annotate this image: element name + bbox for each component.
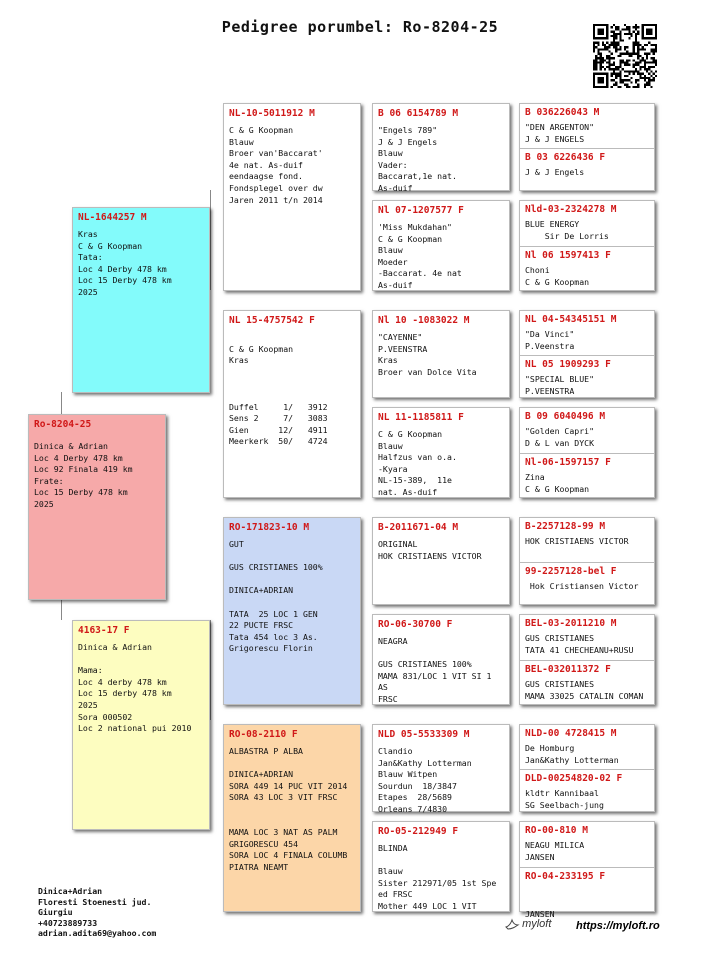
pigeon-gen3-4[interactable] <box>372 407 510 498</box>
pigeon-details: Choni C & G Koopman <box>525 265 590 287</box>
ring-number: Nl 06 1597413 F <box>525 250 611 261</box>
pigeon-details: NEAGU MILICA JANSEN <box>525 840 585 862</box>
ring-number: NL-10-5011912 M <box>229 108 315 119</box>
pigeon-gen4-group-3 <box>519 310 655 398</box>
pigeon-gen2-1[interactable] <box>223 103 361 291</box>
pigeon-details: Hok Cristiansen Victor <box>525 581 639 591</box>
pigeon-gen4-group-5 <box>519 517 655 605</box>
connector-line <box>210 190 211 290</box>
pigeon-gen4-8[interactable] <box>520 453 654 499</box>
pigeon-details: HOK CRISTIAENS VICTOR <box>525 536 629 546</box>
ring-number: Nld-03-2324278 M <box>525 204 617 215</box>
pigeon-details: "Engels 789" J & J Engels Blauw Vader: Baccarat,1e nat. As-duif <box>378 125 457 193</box>
pigeon-gen3-6[interactable] <box>372 614 510 705</box>
pigeon-gen3-3[interactable] <box>372 310 510 398</box>
ring-number: NL 05 1909293 F <box>525 359 611 370</box>
ring-number: BEL-032011372 F <box>525 664 611 675</box>
pigeon-details: Zina C & G Koopman <box>525 472 590 494</box>
pigeon-details: J & J Engels <box>525 167 585 177</box>
connector-line <box>61 392 62 414</box>
pigeon-details: ORIGINAL HOK CRISTIAENS VICTOR <box>378 539 482 561</box>
pigeon-gen3-1[interactable] <box>372 103 510 191</box>
pigeon-gen4-2[interactable] <box>520 148 654 192</box>
pigeon-gen4-11[interactable] <box>520 615 654 660</box>
ring-number: B-2257128-99 M <box>525 521 606 532</box>
pigeon-details: GUT GUS CRISTIANES 100% DINICA+ADRIAN TATA 25 LOC 1 GEN 22 PUCTE FRSC Tata 454 loc 3 As. Grigorescu Florin <box>229 539 323 654</box>
pigeon-details: Kras C & G Koopman Tata: Loc 4 Derby 478 km Loc 15 Derby 478 km 2025 <box>78 229 172 297</box>
ring-number: Nl 10 -1083022 M <box>378 315 470 326</box>
ring-number: B 09 6040496 M <box>525 411 606 422</box>
pigeon-gen3-5[interactable] <box>372 517 510 605</box>
pigeon-subject[interactable] <box>28 414 166 600</box>
pigeon-details: "SPECIAL BLUE" P.VEENSTRA <box>525 374 595 396</box>
pigeon-details: NEAGRA GUS CRISTIANES 100% MAMA 831/LOC 1 VIT SI 1 AS FRSC <box>378 636 492 704</box>
ring-number: B 03 6226436 F <box>525 152 606 163</box>
pigeon-gen4-3[interactable] <box>520 201 654 246</box>
pigeon-details: 'Miss Mukdahan" C & G Koopman Blauw Moeder -Baccarat. 4e nat As-duif <box>378 222 462 290</box>
ring-number: NLD 05-5533309 M <box>378 729 470 740</box>
pigeon-gen4-5[interactable] <box>520 311 654 355</box>
dove-icon <box>505 918 519 930</box>
website-link[interactable]: https://myloft.ro <box>576 920 660 932</box>
pigeon-gen4-group-7 <box>519 724 655 812</box>
ring-number: DLD-00254820-02 F <box>525 773 623 784</box>
pigeon-gen2-2[interactable] <box>223 310 361 498</box>
pigeon-details: Dinica & Adrian Mama: Loc 4 derby 478 km Loc 15 derby 478 km 2025 Sora 000502 Loc 2 national pui 2010 <box>78 642 192 734</box>
pigeon-details: GUS CRISTIANES MAMA 33025 CATALIN COMAN <box>525 679 644 701</box>
pigeon-details: C & G Koopman Blauw Halfzus van o.a. -Kyara NL-15-389, 11e nat. As-duif <box>378 429 457 497</box>
ring-number: RO-06-30700 F <box>378 619 453 630</box>
pigeon-details: C & G Koopman Kras Duffel 1/ 3912 Sens 2 7/ 3083 Gien 12/ 4911 Meerkerk 50/ 4724 <box>229 343 328 447</box>
pigeon-details: C & G Koopman Blauw Broer van'Baccarat' 4e nat. As-duif eendaagse fond. Fondsplegel over dw Jaren 2011 t/n 2014 <box>229 125 323 205</box>
ring-number: 99-2257128-bel F <box>525 566 617 577</box>
pigeon-dam[interactable] <box>72 620 210 830</box>
ring-number: RO-00-810 M <box>525 825 588 836</box>
pigeon-gen3-2[interactable] <box>372 200 510 291</box>
brand-logo <box>505 918 551 930</box>
pigeon-gen4-4[interactable] <box>520 246 654 292</box>
pigeon-gen4-group-8 <box>519 821 655 920</box>
pigeon-gen4-6[interactable] <box>520 355 654 399</box>
breeder-contact: Dinica+Adrian Floresti Stoenesti jud. Giurgiu +40723889733 adrian.adita69@yahoo.com <box>38 886 157 939</box>
pigeon-gen4-14[interactable] <box>520 769 654 813</box>
ring-number: B 036226043 M <box>525 107 600 118</box>
connector-line <box>210 620 211 720</box>
ring-number: RO-05-212949 F <box>378 826 459 837</box>
pigeon-sire[interactable] <box>72 207 210 393</box>
ring-number: NL 04-54345151 M <box>525 314 617 325</box>
pigeon-details: JANSEN <box>525 909 555 920</box>
pigeon-gen4-group-4 <box>519 407 655 498</box>
ring-number: B-2011671-04 M <box>378 522 459 533</box>
pigeon-gen4-group-1 <box>519 103 655 191</box>
pigeon-gen4-1[interactable] <box>520 104 654 148</box>
pigeon-gen4-15[interactable] <box>520 822 654 867</box>
pigeon-details: "Da Vinci" P.Veenstra <box>525 329 575 351</box>
ring-number: BEL-03-2011210 M <box>525 618 617 629</box>
ring-number: 4163-17 F <box>78 625 130 636</box>
pigeon-gen4-9[interactable] <box>520 518 654 562</box>
pigeon-details: BLINDA Blauw Sister 212971/05 1st Spe ed FRSC Mother 449 LOC 1 VIT <box>378 843 497 911</box>
pigeon-details: kldtr Kannibaal SG Seelbach-jung <box>525 788 604 810</box>
ring-number: Ro-8204-25 <box>34 419 92 430</box>
ring-number: NL-1644257 M <box>78 212 147 223</box>
pigeon-details: "Golden Capri" D & L van DYCK <box>525 426 595 448</box>
pigeon-gen4-group-6 <box>519 614 655 705</box>
pigeon-gen4-10[interactable] <box>520 562 654 606</box>
pigeon-gen4-12[interactable] <box>520 660 654 706</box>
brand-name: myloft <box>522 918 552 930</box>
pigeon-gen4-13[interactable] <box>520 725 654 769</box>
ring-number: B 06 6154789 M <box>378 108 459 119</box>
ring-number: Nl 07-1207577 F <box>378 205 464 216</box>
ring-number: NLD-00 4728415 M <box>525 728 617 739</box>
pigeon-details: "CAYENNE" P.VEENSTRA Kras Broer van Dolce Vita <box>378 332 477 377</box>
pigeon-details: "DEN ARGENTON" J & J ENGELS <box>525 122 595 144</box>
pigeon-gen3-7[interactable] <box>372 724 510 812</box>
pigeon-gen4-group-2 <box>519 200 655 291</box>
pigeon-details: GUS CRISTIANES TATA 41 CHECHEANU+RUSU <box>525 633 634 655</box>
page-title: Pedigree porumbel: Ro-8204-25 <box>221 18 499 36</box>
ring-number: Nl-06-1597157 F <box>525 457 611 468</box>
ring-number: NL 11-1185811 F <box>378 412 464 423</box>
pigeon-gen2-3[interactable] <box>223 517 361 705</box>
ring-number: RO-04-233195 F <box>525 871 606 882</box>
pigeon-details: Dinica & Adrian Loc 4 Derby 478 km Loc 92 Finala 419 km Frate: Loc 15 Derby 478 km 2025 <box>34 441 133 509</box>
ring-number: NL 15-4757542 F <box>229 315 315 326</box>
ring-number: RO-171823-10 M <box>229 522 310 533</box>
pigeon-gen3-8[interactable] <box>372 821 510 912</box>
qr-code-icon <box>593 24 657 88</box>
ring-number: RO-08-2110 F <box>229 729 298 740</box>
connector-line <box>61 600 62 620</box>
pigeon-gen2-4[interactable] <box>223 724 361 912</box>
pigeon-details: ALBASTRA P ALBA DINICA+ADRIAN SORA 449 14 PUC VIT 2014 SORA 43 LOC 3 VIT FRSC MAMA LOC 3 NAT AS PALM GRIGORESCU 454 SORA LOC 4 FINALA COLUMB PIATRA NEAMT <box>229 746 348 872</box>
pigeon-gen4-7[interactable] <box>520 408 654 453</box>
pigeon-details: De Homburg Jan&Kathy Lotterman <box>525 743 619 765</box>
pigeon-gen4-16[interactable] <box>520 867 654 920</box>
pigeon-details: Clandio Jan&Kathy Lotterman Blauw Witpen Sourdun 18/3847 Etapes 28/5689 Orleans 7/4830 <box>378 746 472 814</box>
pigeon-details: BLUE ENERGY Sir De Lorris <box>525 219 609 241</box>
